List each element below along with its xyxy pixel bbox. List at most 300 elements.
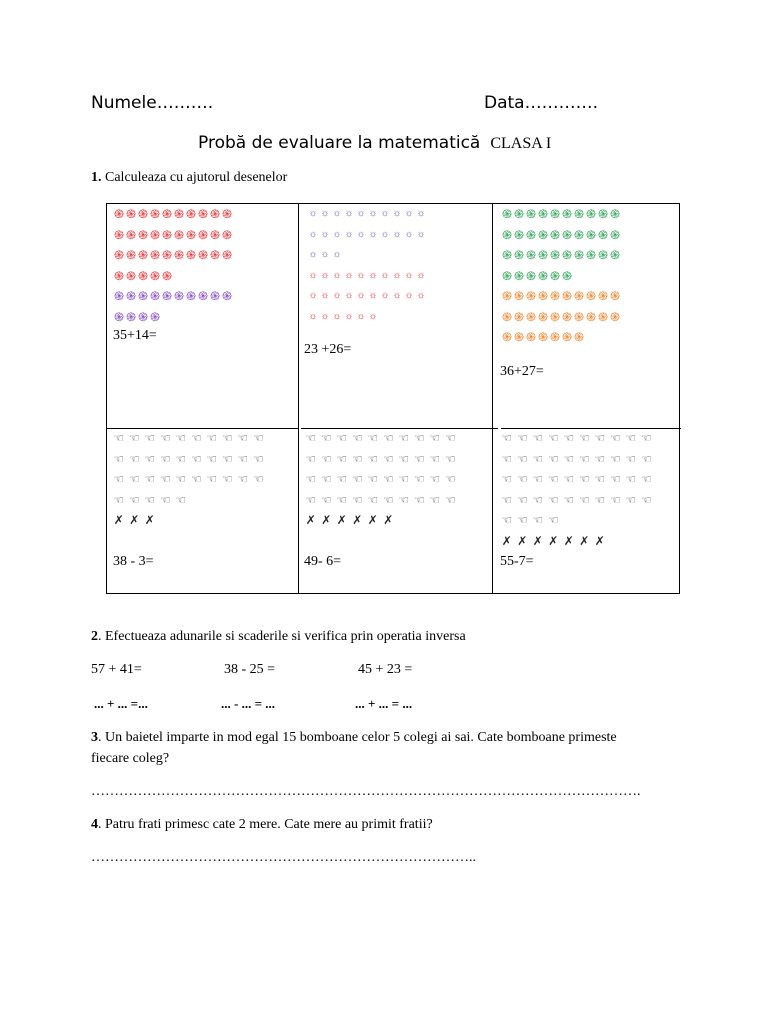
icon-row [307, 266, 427, 287]
crossed-hand-icon: ✗ [579, 533, 590, 548]
icon-row [501, 266, 621, 287]
pointing-hand-icon: ☜ [501, 492, 513, 507]
pointing-hand-icon: ☜ [516, 492, 528, 507]
swirl-candy-icon: ֍ [526, 330, 536, 345]
swirl-candy-icon: ֍ [550, 227, 560, 242]
pointing-hand-icon: ☜ [336, 472, 348, 487]
swirl-candy-icon: ֍ [186, 248, 196, 263]
crossed-hand-icon: ✗ [144, 513, 155, 528]
swirl-candy-icon: ֍ [514, 248, 524, 263]
pointing-hand-icon: ☜ [429, 492, 441, 507]
sun-icon: ☼ [416, 269, 426, 281]
exercise-item: 38 - 25 = [224, 662, 276, 677]
pointing-hand-icon: ☜ [413, 451, 425, 466]
swirl-candy-icon: ֍ [198, 227, 208, 242]
crossed-hand-icon: ✗ [548, 533, 559, 548]
sun-icon: ☼ [416, 208, 426, 220]
swirl-candy-icon: ֍ [126, 309, 136, 324]
sun-icon: ☼ [356, 208, 366, 220]
pointing-hand-icon: ☜ [429, 472, 441, 487]
pointing-hand-icon: ☜ [532, 513, 544, 528]
pointing-hand-icon: ☜ [128, 492, 140, 507]
icon-row [113, 286, 233, 307]
pointing-hand-icon: ☜ [444, 492, 456, 507]
swirl-candy-icon: ֍ [562, 227, 572, 242]
swirl-candy-icon: ֍ [174, 248, 184, 263]
pointing-hand-icon: ☜ [351, 492, 363, 507]
swirl-candy-icon: ֍ [114, 227, 124, 242]
swirl-candy-icon: ֍ [126, 289, 136, 304]
swirl-candy-icon: ֍ [138, 289, 148, 304]
swirl-candy-icon: ֍ [150, 268, 160, 283]
crossed-hand-icon: ✗ [594, 533, 605, 548]
swirl-candy-icon: ֍ [598, 289, 608, 304]
sun-icon: ☼ [392, 290, 402, 302]
swirl-candy-icon: ֍ [574, 227, 584, 242]
crossed-hand-icon: ✗ [517, 533, 528, 548]
question-3-continuation: fiecare coleg? [91, 751, 170, 766]
sun-icon: ☼ [404, 290, 414, 302]
swirl-candy-icon: ֍ [126, 227, 136, 242]
question-number: 4 [91, 817, 98, 832]
pointing-hand-icon: ☜ [563, 431, 575, 446]
crossed-hand-icon: ✗ [321, 513, 332, 528]
page-title [198, 133, 551, 153]
sun-icon: ☼ [344, 228, 354, 240]
pointing-hand-icon: ☜ [625, 472, 637, 487]
swirl-candy-icon: ֍ [526, 227, 536, 242]
cell-expression: 55-7= [500, 554, 534, 569]
icon-row [499, 449, 654, 470]
question-3 [91, 730, 617, 746]
swirl-candy-icon: ֍ [174, 289, 184, 304]
swirl-candy-icon: ֍ [538, 289, 548, 304]
sun-icon: ☼ [356, 290, 366, 302]
grid-cell [303, 428, 458, 531]
swirl-candy-icon: ֍ [210, 289, 220, 304]
sun-icon: ☼ [368, 269, 378, 281]
icon-row [501, 245, 621, 266]
swirl-candy-icon: ֍ [186, 227, 196, 242]
swirl-candy-icon: ֍ [562, 330, 572, 345]
pointing-hand-icon: ☜ [206, 451, 218, 466]
swirl-candy-icon: ֍ [126, 248, 136, 263]
swirl-candy-icon: ֍ [538, 248, 548, 263]
pointing-hand-icon: ☜ [640, 472, 652, 487]
icon-row [501, 327, 621, 348]
crossed-hand-icon: ✗ [305, 513, 316, 528]
cell-expression: 36+27= [500, 364, 544, 379]
question-text: Calculeaza cu ajutorul desenelor [101, 170, 288, 185]
cell-expression: 49- 6= [304, 554, 342, 569]
pointing-hand-icon: ☜ [367, 451, 379, 466]
swirl-candy-icon: ֍ [526, 309, 536, 324]
icon-row [499, 490, 654, 511]
pointing-hand-icon: ☜ [501, 513, 513, 528]
sun-icon: ☼ [320, 269, 330, 281]
swirl-candy-icon: ֍ [222, 248, 232, 263]
pointing-hand-icon: ☜ [336, 431, 348, 446]
pointing-hand-icon: ☜ [190, 472, 202, 487]
icon-row [111, 469, 266, 490]
pointing-hand-icon: ☜ [336, 492, 348, 507]
crossed-hand-icon: ✗ [532, 533, 543, 548]
swirl-candy-icon: ֍ [210, 248, 220, 263]
sun-icon: ☼ [332, 310, 342, 322]
pointing-hand-icon: ☜ [206, 472, 218, 487]
grid-cell [307, 204, 427, 327]
check-item: ... + ... =... [94, 696, 148, 711]
swirl-candy-icon: ֍ [538, 227, 548, 242]
pointing-hand-icon: ☜ [547, 472, 559, 487]
swirl-candy-icon: ֍ [526, 207, 536, 222]
swirl-candy-icon: ֍ [114, 268, 124, 283]
icon-row [111, 428, 266, 449]
sun-icon: ☼ [320, 228, 330, 240]
question-text: . Patru frati primesc cate 2 mere. Cate mere au primit fratii? [98, 817, 433, 832]
swirl-candy-icon: ֍ [526, 248, 536, 263]
pointing-hand-icon: ☜ [532, 472, 544, 487]
pointing-hand-icon: ☜ [305, 472, 317, 487]
pointing-hand-icon: ☜ [175, 451, 187, 466]
swirl-candy-icon: ֍ [514, 207, 524, 222]
sun-icon: ☼ [380, 269, 390, 281]
sun-icon: ☼ [320, 208, 330, 220]
icon-row [111, 510, 266, 531]
pointing-hand-icon: ☜ [398, 451, 410, 466]
pointing-hand-icon: ☜ [609, 472, 621, 487]
pointing-hand-icon: ☜ [516, 472, 528, 487]
pointing-hand-icon: ☜ [113, 492, 125, 507]
icon-row [111, 490, 266, 511]
pointing-hand-icon: ☜ [501, 472, 513, 487]
pointing-hand-icon: ☜ [413, 492, 425, 507]
sun-icon: ☼ [404, 269, 414, 281]
pointing-hand-icon: ☜ [237, 451, 249, 466]
pointing-hand-icon: ☜ [578, 492, 590, 507]
pointing-hand-icon: ☜ [578, 431, 590, 446]
icon-row [307, 204, 427, 225]
pointing-hand-icon: ☜ [398, 472, 410, 487]
crossed-hand-icon: ✗ [563, 533, 574, 548]
grid-cell [501, 204, 621, 348]
swirl-candy-icon: ֍ [198, 248, 208, 263]
swirl-candy-icon: ֍ [574, 330, 584, 345]
swirl-candy-icon: ֍ [502, 268, 512, 283]
swirl-candy-icon: ֍ [562, 248, 572, 263]
pointing-hand-icon: ☜ [367, 492, 379, 507]
exercise-item: 57 + 41= [91, 662, 142, 677]
swirl-candy-icon: ֍ [174, 227, 184, 242]
sun-icon: ☼ [332, 290, 342, 302]
pointing-hand-icon: ☜ [398, 431, 410, 446]
pointing-hand-icon: ☜ [113, 472, 125, 487]
swirl-candy-icon: ֍ [514, 309, 524, 324]
pointing-hand-icon: ☜ [516, 513, 528, 528]
icon-row [303, 469, 458, 490]
icon-row [111, 449, 266, 470]
icon-row [307, 307, 427, 328]
sun-icon: ☼ [332, 228, 342, 240]
sun-icon: ☼ [308, 290, 318, 302]
swirl-candy-icon: ֍ [150, 207, 160, 222]
sun-icon: ☼ [404, 228, 414, 240]
question-number: 2 [91, 629, 98, 644]
icon-row [303, 510, 458, 531]
swirl-candy-icon: ֍ [586, 309, 596, 324]
swirl-candy-icon: ֍ [150, 289, 160, 304]
swirl-candy-icon: ֍ [150, 227, 160, 242]
crossed-hand-icon: ✗ [113, 513, 124, 528]
swirl-candy-icon: ֍ [586, 248, 596, 263]
grid-divider [298, 204, 299, 593]
swirl-candy-icon: ֍ [138, 248, 148, 263]
swirl-candy-icon: ֍ [538, 330, 548, 345]
sun-icon: ☼ [380, 228, 390, 240]
pointing-hand-icon: ☜ [206, 431, 218, 446]
pointing-hand-icon: ☜ [221, 451, 233, 466]
title-text: Probă de evaluare la matematică [198, 133, 481, 153]
swirl-candy-icon: ֍ [502, 227, 512, 242]
swirl-candy-icon: ֍ [138, 207, 148, 222]
pointing-hand-icon: ☜ [609, 431, 621, 446]
swirl-candy-icon: ֍ [586, 227, 596, 242]
sun-icon: ☼ [404, 208, 414, 220]
answer-line[interactable]: ……………………………………………………………………….. [91, 850, 476, 865]
sun-icon: ☼ [320, 249, 330, 261]
pointing-hand-icon: ☜ [237, 472, 249, 487]
grid-divider [492, 204, 493, 593]
pointing-hand-icon: ☜ [640, 492, 652, 507]
swirl-candy-icon: ֍ [538, 207, 548, 222]
pointing-hand-icon: ☜ [382, 431, 394, 446]
swirl-candy-icon: ֍ [138, 227, 148, 242]
sun-icon: ☼ [308, 310, 318, 322]
swirl-candy-icon: ֍ [550, 207, 560, 222]
pointing-hand-icon: ☜ [640, 431, 652, 446]
pointing-hand-icon: ☜ [547, 513, 559, 528]
pointing-hand-icon: ☜ [413, 472, 425, 487]
pointing-hand-icon: ☜ [351, 431, 363, 446]
pointing-hand-icon: ☜ [625, 492, 637, 507]
class-label: CLASA I [490, 135, 552, 152]
icon-row [307, 225, 427, 246]
swirl-candy-icon: ֍ [526, 289, 536, 304]
pointing-hand-icon: ☜ [501, 451, 513, 466]
swirl-candy-icon: ֍ [186, 289, 196, 304]
pointing-hand-icon: ☜ [547, 431, 559, 446]
swirl-candy-icon: ֍ [162, 268, 172, 283]
swirl-candy-icon: ֍ [186, 207, 196, 222]
pointing-hand-icon: ☜ [532, 431, 544, 446]
pointing-hand-icon: ☜ [516, 451, 528, 466]
swirl-candy-icon: ֍ [562, 268, 572, 283]
crossed-hand-icon: ✗ [501, 533, 512, 548]
swirl-candy-icon: ֍ [210, 207, 220, 222]
swirl-candy-icon: ֍ [222, 207, 232, 222]
swirl-candy-icon: ֍ [574, 207, 584, 222]
swirl-candy-icon: ֍ [514, 289, 524, 304]
swirl-candy-icon: ֍ [198, 289, 208, 304]
sun-icon: ☼ [356, 310, 366, 322]
pointing-hand-icon: ☜ [113, 431, 125, 446]
swirl-candy-icon: ֍ [222, 227, 232, 242]
pointing-hand-icon: ☜ [429, 451, 441, 466]
sun-icon: ☼ [320, 310, 330, 322]
icon-row [113, 266, 233, 287]
swirl-candy-icon: ֍ [598, 227, 608, 242]
sun-icon: ☼ [344, 208, 354, 220]
pointing-hand-icon: ☜ [594, 431, 606, 446]
crossed-hand-icon: ✗ [383, 513, 394, 528]
icon-row [499, 531, 654, 552]
pointing-hand-icon: ☜ [175, 472, 187, 487]
cell-expression: 35+14= [113, 328, 157, 343]
pointing-hand-icon: ☜ [594, 472, 606, 487]
swirl-candy-icon: ֍ [610, 248, 620, 263]
swirl-candy-icon: ֍ [550, 248, 560, 263]
swirl-candy-icon: ֍ [538, 309, 548, 324]
icon-row [113, 307, 233, 328]
sun-icon: ☼ [332, 249, 342, 261]
swirl-candy-icon: ֍ [174, 207, 184, 222]
pointing-hand-icon: ☜ [252, 431, 264, 446]
pointing-hand-icon: ☜ [609, 451, 621, 466]
swirl-candy-icon: ֍ [114, 289, 124, 304]
pointing-hand-icon: ☜ [128, 472, 140, 487]
swirl-candy-icon: ֍ [126, 207, 136, 222]
pointing-hand-icon: ☜ [175, 492, 187, 507]
sun-icon: ☼ [308, 208, 318, 220]
swirl-candy-icon: ֍ [502, 289, 512, 304]
swirl-candy-icon: ֍ [562, 289, 572, 304]
pointing-hand-icon: ☜ [532, 492, 544, 507]
swirl-candy-icon: ֍ [162, 248, 172, 263]
sun-icon: ☼ [416, 228, 426, 240]
swirl-candy-icon: ֍ [610, 207, 620, 222]
icon-row [499, 469, 654, 490]
answer-line[interactable]: ………………………………………………………………………………………………………. [91, 784, 641, 799]
pointing-hand-icon: ☜ [640, 451, 652, 466]
swirl-candy-icon: ֍ [198, 207, 208, 222]
grid-cell [113, 204, 233, 327]
pointing-hand-icon: ☜ [175, 431, 187, 446]
pointing-hand-icon: ☜ [516, 431, 528, 446]
crossed-hand-icon: ✗ [367, 513, 378, 528]
icon-row [113, 204, 233, 225]
pointing-hand-icon: ☜ [594, 451, 606, 466]
question-4 [91, 817, 433, 833]
swirl-candy-icon: ֍ [210, 227, 220, 242]
swirl-candy-icon: ֍ [586, 207, 596, 222]
pointing-hand-icon: ☜ [305, 451, 317, 466]
pointing-hand-icon: ☜ [336, 451, 348, 466]
crossed-hand-icon: ✗ [129, 513, 140, 528]
pointing-hand-icon: ☜ [351, 472, 363, 487]
icon-row [303, 490, 458, 511]
pointing-hand-icon: ☜ [382, 451, 394, 466]
pointing-hand-icon: ☜ [382, 492, 394, 507]
sun-icon: ☼ [356, 228, 366, 240]
swirl-candy-icon: ֍ [162, 227, 172, 242]
pointing-hand-icon: ☜ [429, 431, 441, 446]
pointing-hand-icon: ☜ [159, 472, 171, 487]
swirl-candy-icon: ֍ [114, 207, 124, 222]
pointing-hand-icon: ☜ [113, 451, 125, 466]
pointing-hand-icon: ☜ [367, 472, 379, 487]
pointing-hand-icon: ☜ [578, 472, 590, 487]
sun-icon: ☼ [392, 269, 402, 281]
question-text: . Efectueaza adunarile si scaderile si verifica prin operatia inversa [98, 629, 466, 644]
pointing-hand-icon: ☜ [159, 492, 171, 507]
swirl-candy-icon: ֍ [138, 268, 148, 283]
sun-icon: ☼ [380, 208, 390, 220]
pointing-hand-icon: ☜ [413, 431, 425, 446]
swirl-candy-icon: ֍ [502, 309, 512, 324]
pointing-hand-icon: ☜ [547, 492, 559, 507]
icon-row [113, 225, 233, 246]
swirl-candy-icon: ֍ [114, 309, 124, 324]
pointing-hand-icon: ☜ [320, 431, 332, 446]
pointing-hand-icon: ☜ [159, 451, 171, 466]
sun-icon: ☼ [344, 310, 354, 322]
crossed-hand-icon: ✗ [336, 513, 347, 528]
swirl-candy-icon: ֍ [598, 309, 608, 324]
swirl-candy-icon: ֍ [502, 207, 512, 222]
cell-expression: 23 +26= [304, 342, 352, 357]
pointing-hand-icon: ☜ [398, 492, 410, 507]
pointing-hand-icon: ☜ [252, 451, 264, 466]
question-number: 1. [91, 170, 102, 185]
pointing-hand-icon: ☜ [237, 431, 249, 446]
question-text: . Un baietel imparte in mod egal 15 bomboane celor 5 colegi ai sai. Cate bomboane primeste [98, 730, 617, 745]
pointing-hand-icon: ☜ [578, 451, 590, 466]
sun-icon: ☼ [320, 290, 330, 302]
pointing-hand-icon: ☜ [221, 431, 233, 446]
swirl-candy-icon: ֍ [514, 268, 524, 283]
pointing-hand-icon: ☜ [501, 431, 513, 446]
pointing-hand-icon: ☜ [221, 472, 233, 487]
swirl-candy-icon: ֍ [586, 289, 596, 304]
pointing-hand-icon: ☜ [625, 431, 637, 446]
pointing-hand-icon: ☜ [190, 451, 202, 466]
swirl-candy-icon: ֍ [114, 248, 124, 263]
sun-icon: ☼ [356, 269, 366, 281]
pointing-hand-icon: ☜ [159, 431, 171, 446]
icon-row [307, 286, 427, 307]
swirl-candy-icon: ֍ [574, 248, 584, 263]
icon-row [303, 428, 458, 449]
pointing-hand-icon: ☜ [563, 472, 575, 487]
swirl-candy-icon: ֍ [562, 309, 572, 324]
icon-row [499, 428, 654, 449]
check-item: ... - ... = ... [221, 696, 275, 711]
swirl-candy-icon: ֍ [538, 268, 548, 283]
pointing-hand-icon: ☜ [563, 451, 575, 466]
icon-row [501, 225, 621, 246]
swirl-candy-icon: ֍ [150, 309, 160, 324]
swirl-candy-icon: ֍ [126, 268, 136, 283]
icon-row [501, 307, 621, 328]
sun-icon: ☼ [368, 208, 378, 220]
swirl-candy-icon: ֍ [610, 309, 620, 324]
sun-icon: ☼ [368, 290, 378, 302]
icon-row [307, 245, 427, 266]
swirl-candy-icon: ֍ [598, 248, 608, 263]
swirl-candy-icon: ֍ [150, 248, 160, 263]
swirl-candy-icon: ֍ [598, 207, 608, 222]
pointing-hand-icon: ☜ [320, 472, 332, 487]
